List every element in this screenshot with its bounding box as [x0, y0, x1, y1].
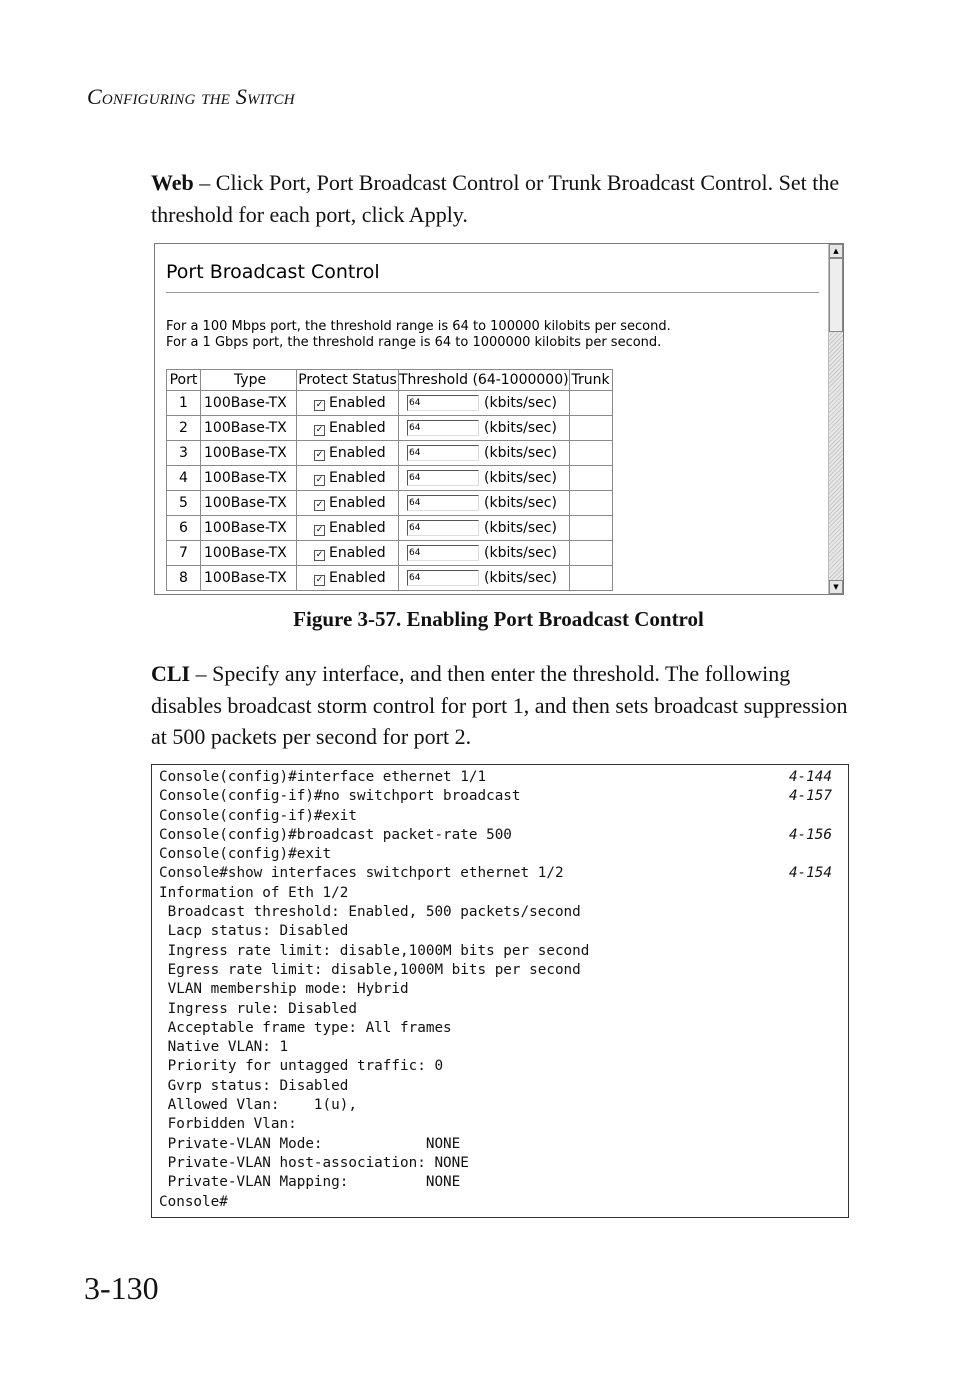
table-row	[167, 516, 613, 541]
table-header-row	[167, 370, 613, 391]
table-row	[167, 566, 613, 591]
protect-status-checkbox[interactable]: ✓	[315, 450, 324, 460]
cli-command-text: Private-VLAN Mapping: NONE	[159, 1174, 461, 1191]
cli-command-text: Console#show interfaces switchport ethernet 1/2	[159, 865, 564, 882]
col-type: Type	[201, 370, 297, 391]
cli-line	[152, 942, 848, 961]
cli-line	[152, 980, 848, 999]
threshold-input[interactable]: 64	[407, 520, 479, 536]
threshold-note-1gbps: For a 1 Gbps port, the threshold range is 64 to 1000000 kilobits per second.	[166, 335, 662, 350]
port-type: 100Base-TX	[201, 391, 297, 416]
threshold-input[interactable]: 64	[407, 420, 479, 436]
port-number: 3	[167, 441, 201, 466]
cli-command-text: VLAN membership mode: Hybrid	[159, 981, 409, 998]
threshold-note-100mbps: For a 100 Mbps port, the threshold range is 64 to 100000 kilobits per second.	[166, 319, 671, 334]
protect-status-checkbox[interactable]: ✓	[315, 425, 324, 435]
threshold-unit: (kbits/sec)	[484, 545, 557, 561]
table-row	[167, 466, 613, 491]
port-type: 100Base-TX	[201, 541, 297, 566]
port-broadcast-control-screenshot	[154, 243, 844, 595]
cli-line	[152, 1019, 848, 1038]
cli-line	[152, 826, 848, 845]
cli-command-text: Ingress rate limit: disable,1000M bits per second	[159, 942, 590, 959]
protect-status-cell	[297, 516, 399, 541]
scroll-up-arrow-icon[interactable]: ▲	[829, 244, 843, 258]
threshold-input[interactable]: 64	[407, 545, 479, 561]
protect-status-label: Enabled	[329, 470, 386, 486]
cli-line	[152, 922, 848, 941]
threshold-cell	[399, 391, 570, 416]
cli-line	[152, 1096, 848, 1115]
trunk-cell	[569, 441, 612, 466]
protect-status-cell	[297, 541, 399, 566]
vertical-scrollbar[interactable]	[828, 244, 843, 594]
cli-command-text: Forbidden Vlan:	[159, 1116, 297, 1133]
cli-command-text: Console(config)#interface ethernet 1/1	[159, 769, 487, 785]
protect-status-checkbox[interactable]: ✓	[315, 475, 324, 485]
cli-command-text: Console#	[159, 1193, 228, 1210]
running-header: Configuring the Switch	[87, 84, 295, 109]
threshold-input[interactable]: 64	[407, 495, 479, 511]
protect-status-cell	[297, 441, 399, 466]
cli-line	[152, 1154, 848, 1173]
protect-status-checkbox[interactable]: ✓	[315, 550, 324, 560]
cli-line	[152, 1057, 848, 1076]
port-type: 100Base-TX	[201, 566, 297, 591]
table-row	[167, 541, 613, 566]
threshold-unit: (kbits/sec)	[484, 395, 557, 411]
table-row	[167, 391, 613, 416]
protect-status-cell	[297, 566, 399, 591]
protect-status-cell	[297, 491, 399, 516]
scroll-down-arrow-icon[interactable]: ▼	[829, 580, 843, 594]
protect-status-checkbox[interactable]: ✓	[315, 500, 324, 510]
threshold-input[interactable]: 64	[407, 470, 479, 486]
cli-command-text: Private-VLAN host-association: NONE	[159, 1154, 469, 1171]
cli-line	[152, 884, 848, 903]
trunk-cell	[569, 516, 612, 541]
cli-line	[152, 1038, 848, 1057]
trunk-cell	[569, 541, 612, 566]
port-type: 100Base-TX	[201, 516, 297, 541]
threshold-cell	[399, 566, 570, 591]
table-row	[167, 441, 613, 466]
trunk-cell	[569, 391, 612, 416]
cli-instructions	[151, 658, 851, 753]
port-number: 1	[167, 391, 201, 416]
cli-line	[152, 1173, 848, 1192]
threshold-unit: (kbits/sec)	[484, 570, 557, 586]
protect-status-cell	[297, 416, 399, 441]
col-trunk: Trunk	[569, 370, 612, 391]
threshold-unit: (kbits/sec)	[484, 495, 557, 511]
col-threshold: Threshold (64-1000000)	[399, 370, 570, 391]
title-divider	[166, 292, 819, 293]
threshold-unit: (kbits/sec)	[484, 470, 557, 486]
trunk-cell	[569, 566, 612, 591]
table-row	[167, 416, 613, 441]
cli-code-block	[151, 764, 849, 1218]
cli-command-text: Ingress rule: Disabled	[159, 1000, 357, 1017]
cli-line	[152, 787, 848, 806]
cli-line	[152, 903, 848, 922]
threshold-input[interactable]: 64	[407, 445, 479, 461]
cli-line	[152, 1135, 848, 1154]
threshold-cell	[399, 491, 570, 516]
threshold-unit: (kbits/sec)	[484, 520, 557, 536]
port-table	[166, 369, 613, 591]
cli-command-text: Egress rate limit: disable,1000M bits per second	[159, 961, 581, 978]
protect-status-label: Enabled	[329, 420, 386, 436]
port-type: 100Base-TX	[201, 416, 297, 441]
cli-text: – Specify any interface, and then enter the threshold. The following disables broadcast storm control for port 1, and then sets broadcast suppression at 500 packets per second for port 2.	[151, 661, 848, 749]
col-protect-status: Protect Status	[297, 370, 399, 391]
port-number: 8	[167, 566, 201, 591]
cli-line	[152, 807, 848, 826]
protect-status-checkbox[interactable]: ✓	[315, 575, 324, 585]
page-number: 3-130	[84, 1270, 159, 1306]
cli-line	[152, 1000, 848, 1019]
cli-command-text: Native VLAN: 1	[159, 1039, 289, 1056]
protect-status-checkbox[interactable]: ✓	[315, 400, 324, 410]
port-number: 2	[167, 416, 201, 441]
cli-command-text: Console(config)#broadcast packet-rate 500	[159, 826, 512, 843]
cli-command-text: Information of Eth 1/2	[159, 884, 349, 901]
trunk-cell	[569, 466, 612, 491]
protect-status-label: Enabled	[329, 570, 386, 586]
figure-caption: Figure 3-57. Enabling Port Broadcast Control	[293, 607, 704, 631]
web-instructions	[151, 167, 851, 230]
cli-command-text: Console(config-if)#no switchport broadcast	[159, 788, 521, 805]
cli-page-reference: 4-156	[788, 826, 832, 843]
cli-command-text: Priority for untagged traffic: 0	[159, 1058, 444, 1075]
web-text: – Click Port, Port Broadcast Control or Trunk Broadcast Control. Set the threshold for each port, click Apply.	[151, 170, 840, 227]
threshold-cell	[399, 416, 570, 441]
protect-status-label: Enabled	[329, 520, 386, 536]
port-type: 100Base-TX	[201, 491, 297, 516]
cli-page-reference: 4-144	[788, 769, 832, 785]
cli-line	[152, 961, 848, 980]
scroll-thumb[interactable]	[829, 258, 843, 332]
threshold-unit: (kbits/sec)	[484, 445, 557, 461]
protect-status-label: Enabled	[329, 495, 386, 511]
threshold-input[interactable]: 64	[407, 395, 479, 411]
trunk-cell	[569, 491, 612, 516]
threshold-unit: (kbits/sec)	[484, 420, 557, 436]
screenshot-title: Port Broadcast Control	[166, 261, 380, 283]
cli-page-reference: 4-154	[788, 865, 832, 882]
cli-command-text: Broadcast threshold: Enabled, 500 packets/second	[159, 904, 581, 921]
web-lead: Web	[151, 170, 194, 195]
cli-command-text: Private-VLAN Mode: NONE	[159, 1135, 461, 1152]
port-number: 6	[167, 516, 201, 541]
protect-status-checkbox[interactable]: ✓	[315, 525, 324, 535]
port-number: 4	[167, 466, 201, 491]
port-type: 100Base-TX	[201, 466, 297, 491]
threshold-cell	[399, 516, 570, 541]
cli-page-reference: 4-157	[788, 788, 832, 805]
cli-line	[152, 768, 848, 787]
cli-line	[152, 1115, 848, 1134]
threshold-cell	[399, 441, 570, 466]
protect-status-cell	[297, 466, 399, 491]
cli-lead: CLI	[151, 661, 191, 686]
col-port: Port	[167, 370, 201, 391]
cli-line	[152, 845, 848, 864]
port-rows	[167, 391, 613, 591]
cli-command-text: Gvrp status: Disabled	[159, 1077, 349, 1094]
port-number: 7	[167, 541, 201, 566]
cli-command-text: Lacp status: Disabled	[159, 923, 349, 940]
cli-line	[152, 1193, 848, 1212]
cli-line	[152, 864, 848, 883]
table-row	[167, 491, 613, 516]
cli-command-text: Console(config-if)#exit	[159, 807, 357, 824]
threshold-input[interactable]: 64	[407, 570, 479, 586]
protect-status-label: Enabled	[329, 395, 386, 411]
protect-status-label: Enabled	[329, 445, 386, 461]
protect-status-label: Enabled	[329, 545, 386, 561]
trunk-cell	[569, 416, 612, 441]
cli-line	[152, 1077, 848, 1096]
port-number: 5	[167, 491, 201, 516]
cli-command-text: Allowed Vlan: 1(u),	[159, 1097, 357, 1114]
protect-status-cell	[297, 391, 399, 416]
threshold-cell	[399, 541, 570, 566]
port-type: 100Base-TX	[201, 441, 297, 466]
cli-command-text: Acceptable frame type: All frames	[159, 1019, 452, 1036]
threshold-cell	[399, 466, 570, 491]
cli-command-text: Console(config)#exit	[159, 846, 332, 863]
